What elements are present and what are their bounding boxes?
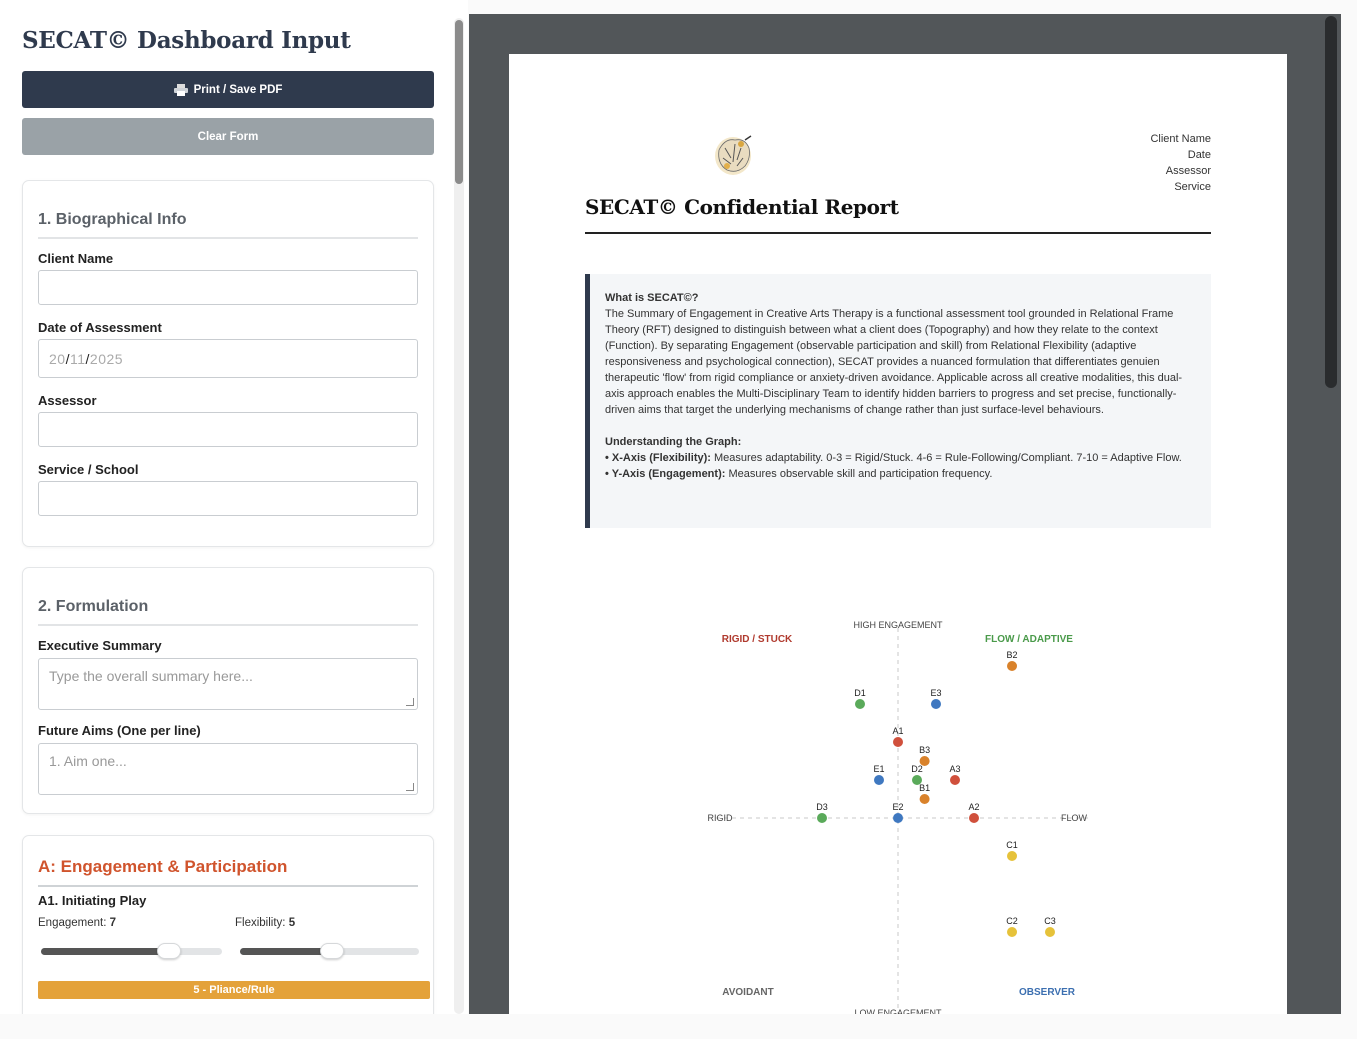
point-a1 [893, 737, 903, 747]
engagement-slider-fill [41, 948, 169, 955]
x-axis-label-right: FLOW [1061, 813, 1087, 823]
printer-icon [174, 84, 188, 96]
title-divider [585, 232, 1211, 234]
dashboard-title: SECAT© Dashboard Input [22, 27, 351, 54]
x-axis-explainer [605, 450, 1195, 466]
point-label-c3: C3 [1044, 916, 1056, 926]
point-a2 [969, 813, 979, 823]
quadrant-label-top-left: RIGID / STUCK [721, 634, 793, 645]
resize-grip-icon[interactable] [406, 698, 414, 706]
left-scrollbar-thumb[interactable] [455, 20, 463, 184]
graph-heading: Understanding the Graph: [605, 436, 742, 448]
meta-assessor: Assessor [1165, 165, 1211, 177]
quadrant-label-bottom-right: OBSERVER [1019, 987, 1075, 998]
engagement-slider[interactable] [41, 948, 222, 955]
point-label-e1: E1 [873, 764, 885, 774]
item-a1-title: A1. Initiating Play [38, 893, 147, 908]
future-aims-textarea[interactable] [38, 743, 418, 795]
summary-label: Executive Summary [38, 638, 162, 653]
input-panel [0, 0, 468, 1014]
engagement-label-text: Engagement: [38, 917, 107, 929]
engagement-value: 7 [109, 917, 117, 929]
point-d2 [912, 775, 922, 785]
point-label-e3: E3 [930, 688, 942, 698]
point-b1 [920, 794, 930, 804]
summary-placeholder: Type the overall summary here... [49, 668, 253, 684]
point-label-a3: A3 [949, 764, 961, 774]
client-name-input[interactable] [38, 270, 418, 305]
engagement-slider-handle[interactable] [157, 943, 181, 959]
aims-label: Future Aims (One per line) [38, 723, 201, 738]
what-body: The Summary of Engagement in Creative Arts Therapy is a functional assessment tool grounded in Relational Frame Theory (RFT) designed to distinguish between what a client does (Topography) and how they relate to the context (Function). By separating Engagement (observable participation and skill) from Relational Flexibility (adaptive responsiveness and psychological connection), SECAT provides a nuanced formulation that differentiates genuien therapeutic 'flow' from rigid compliance or anxiety-driven avoidance. Applicable across all creative modalities, this dual-axis approach enables the Multi-Disciplinary Team to identify hidden barriers to progress and set precise, functionally-driven aims that target the underlying mechanisms of change rather than just surface-level behaviours. [605, 308, 1183, 416]
y-axis-explainer [605, 466, 1195, 482]
quadrant-label-top-right: FLOW / ADAPTIVE [985, 634, 1073, 645]
y-axis-label-bottom: LOW ENGAGEMENT [854, 1008, 942, 1018]
point-e3 [931, 699, 941, 709]
y-axis-explainer-label: • Y-Axis (Engagement): [605, 468, 726, 480]
aims-placeholder: 1. Aim one... [49, 753, 127, 769]
flexibility-slider[interactable] [240, 948, 419, 955]
point-c3 [1045, 927, 1055, 937]
point-d3 [817, 813, 827, 823]
assessor-input[interactable] [38, 412, 418, 447]
point-c1 [1007, 851, 1017, 861]
engagement-flexibility-chart [509, 614, 1287, 1018]
print-save-pdf-button[interactable] [22, 71, 434, 108]
point-label-c1: C1 [1006, 840, 1018, 850]
service-label: Service / School [38, 462, 139, 477]
formulation-card [22, 567, 434, 814]
info-box [585, 274, 1211, 528]
x-axis-explainer-text: Measures adaptability. 0-3 = Rigid/Stuck. 4-6 = Rule-Following/Compliant. 7-10 = Adaptive Flow. [714, 452, 1182, 464]
point-label-a2: A2 [968, 802, 980, 812]
secat-logo-icon [711, 132, 755, 178]
point-a3 [950, 775, 960, 785]
point-label-a1: A1 [892, 726, 904, 736]
formulation-heading: 2. Formulation [38, 598, 418, 626]
section-a-heading: A: Engagement & Participation [38, 857, 418, 887]
flexibility-slider-handle[interactable] [320, 943, 344, 959]
point-e2 [893, 813, 903, 823]
level-indicator: 5 - Pliance/Rule [38, 981, 430, 999]
point-b2 [1007, 661, 1017, 671]
point-label-d2: D2 [911, 764, 923, 774]
meta-client: Client Name [1150, 133, 1211, 145]
date-month: 11 [69, 350, 86, 367]
biographical-card [22, 180, 434, 547]
resize-grip-icon[interactable] [406, 783, 414, 791]
date-day: 20 [49, 350, 66, 367]
flexibility-value: 5 [288, 917, 296, 929]
flexibility-slider-fill [240, 948, 332, 955]
report-title: SECAT© Confidential Report [585, 195, 899, 219]
date-year: 2025 [89, 350, 124, 367]
point-label-e2: E2 [892, 802, 904, 812]
left-scrollbar[interactable] [454, 18, 464, 1014]
meta-service: Service [1174, 181, 1211, 193]
point-label-b2: B2 [1006, 650, 1018, 660]
executive-summary-textarea[interactable] [38, 658, 418, 710]
spacer [605, 418, 1195, 434]
meta-date: Date [1187, 149, 1211, 161]
point-label-d3: D3 [816, 802, 828, 812]
what-heading: What is SECAT©? [605, 292, 699, 304]
engagement-label [38, 917, 116, 929]
flexibility-label-text: Flexibility: [235, 917, 286, 929]
date-input[interactable] [38, 339, 418, 378]
flexibility-label [235, 917, 295, 929]
point-label-b3: B3 [919, 745, 931, 755]
report-page [509, 54, 1287, 1018]
service-input[interactable] [38, 481, 418, 516]
point-e1 [874, 775, 884, 785]
x-axis-explainer-label: • X-Axis (Flexibility): [605, 452, 711, 464]
section-a-card [22, 835, 434, 1014]
point-label-d1: D1 [854, 688, 866, 698]
client-name-label: Client Name [38, 251, 114, 266]
report-meta [1150, 131, 1211, 195]
point-d1 [855, 699, 865, 709]
point-label-b1: B1 [919, 783, 931, 793]
clear-form-button[interactable]: Clear Form [22, 118, 434, 155]
panel-header [22, 24, 434, 143]
print-label: Print / Save PDF [193, 83, 283, 96]
y-axis-label-top: HIGH ENGAGEMENT [853, 620, 943, 630]
x-axis-label-left: RIGID [707, 813, 733, 823]
preview-scrollbar-thumb[interactable] [1325, 16, 1337, 388]
biographical-heading: 1. Biographical Info [38, 211, 418, 239]
point-c2 [1007, 927, 1017, 937]
date-label: Date of Assessment [38, 320, 162, 335]
assessor-label: Assessor [38, 393, 97, 408]
date-value: 20/11/2025 [49, 350, 124, 367]
report-preview [469, 14, 1341, 1018]
quadrant-label-bottom-left: AVOIDANT [722, 987, 774, 998]
point-label-c2: C2 [1006, 916, 1018, 926]
y-axis-explainer-text: Measures observable skill and participation frequency. [728, 468, 993, 480]
